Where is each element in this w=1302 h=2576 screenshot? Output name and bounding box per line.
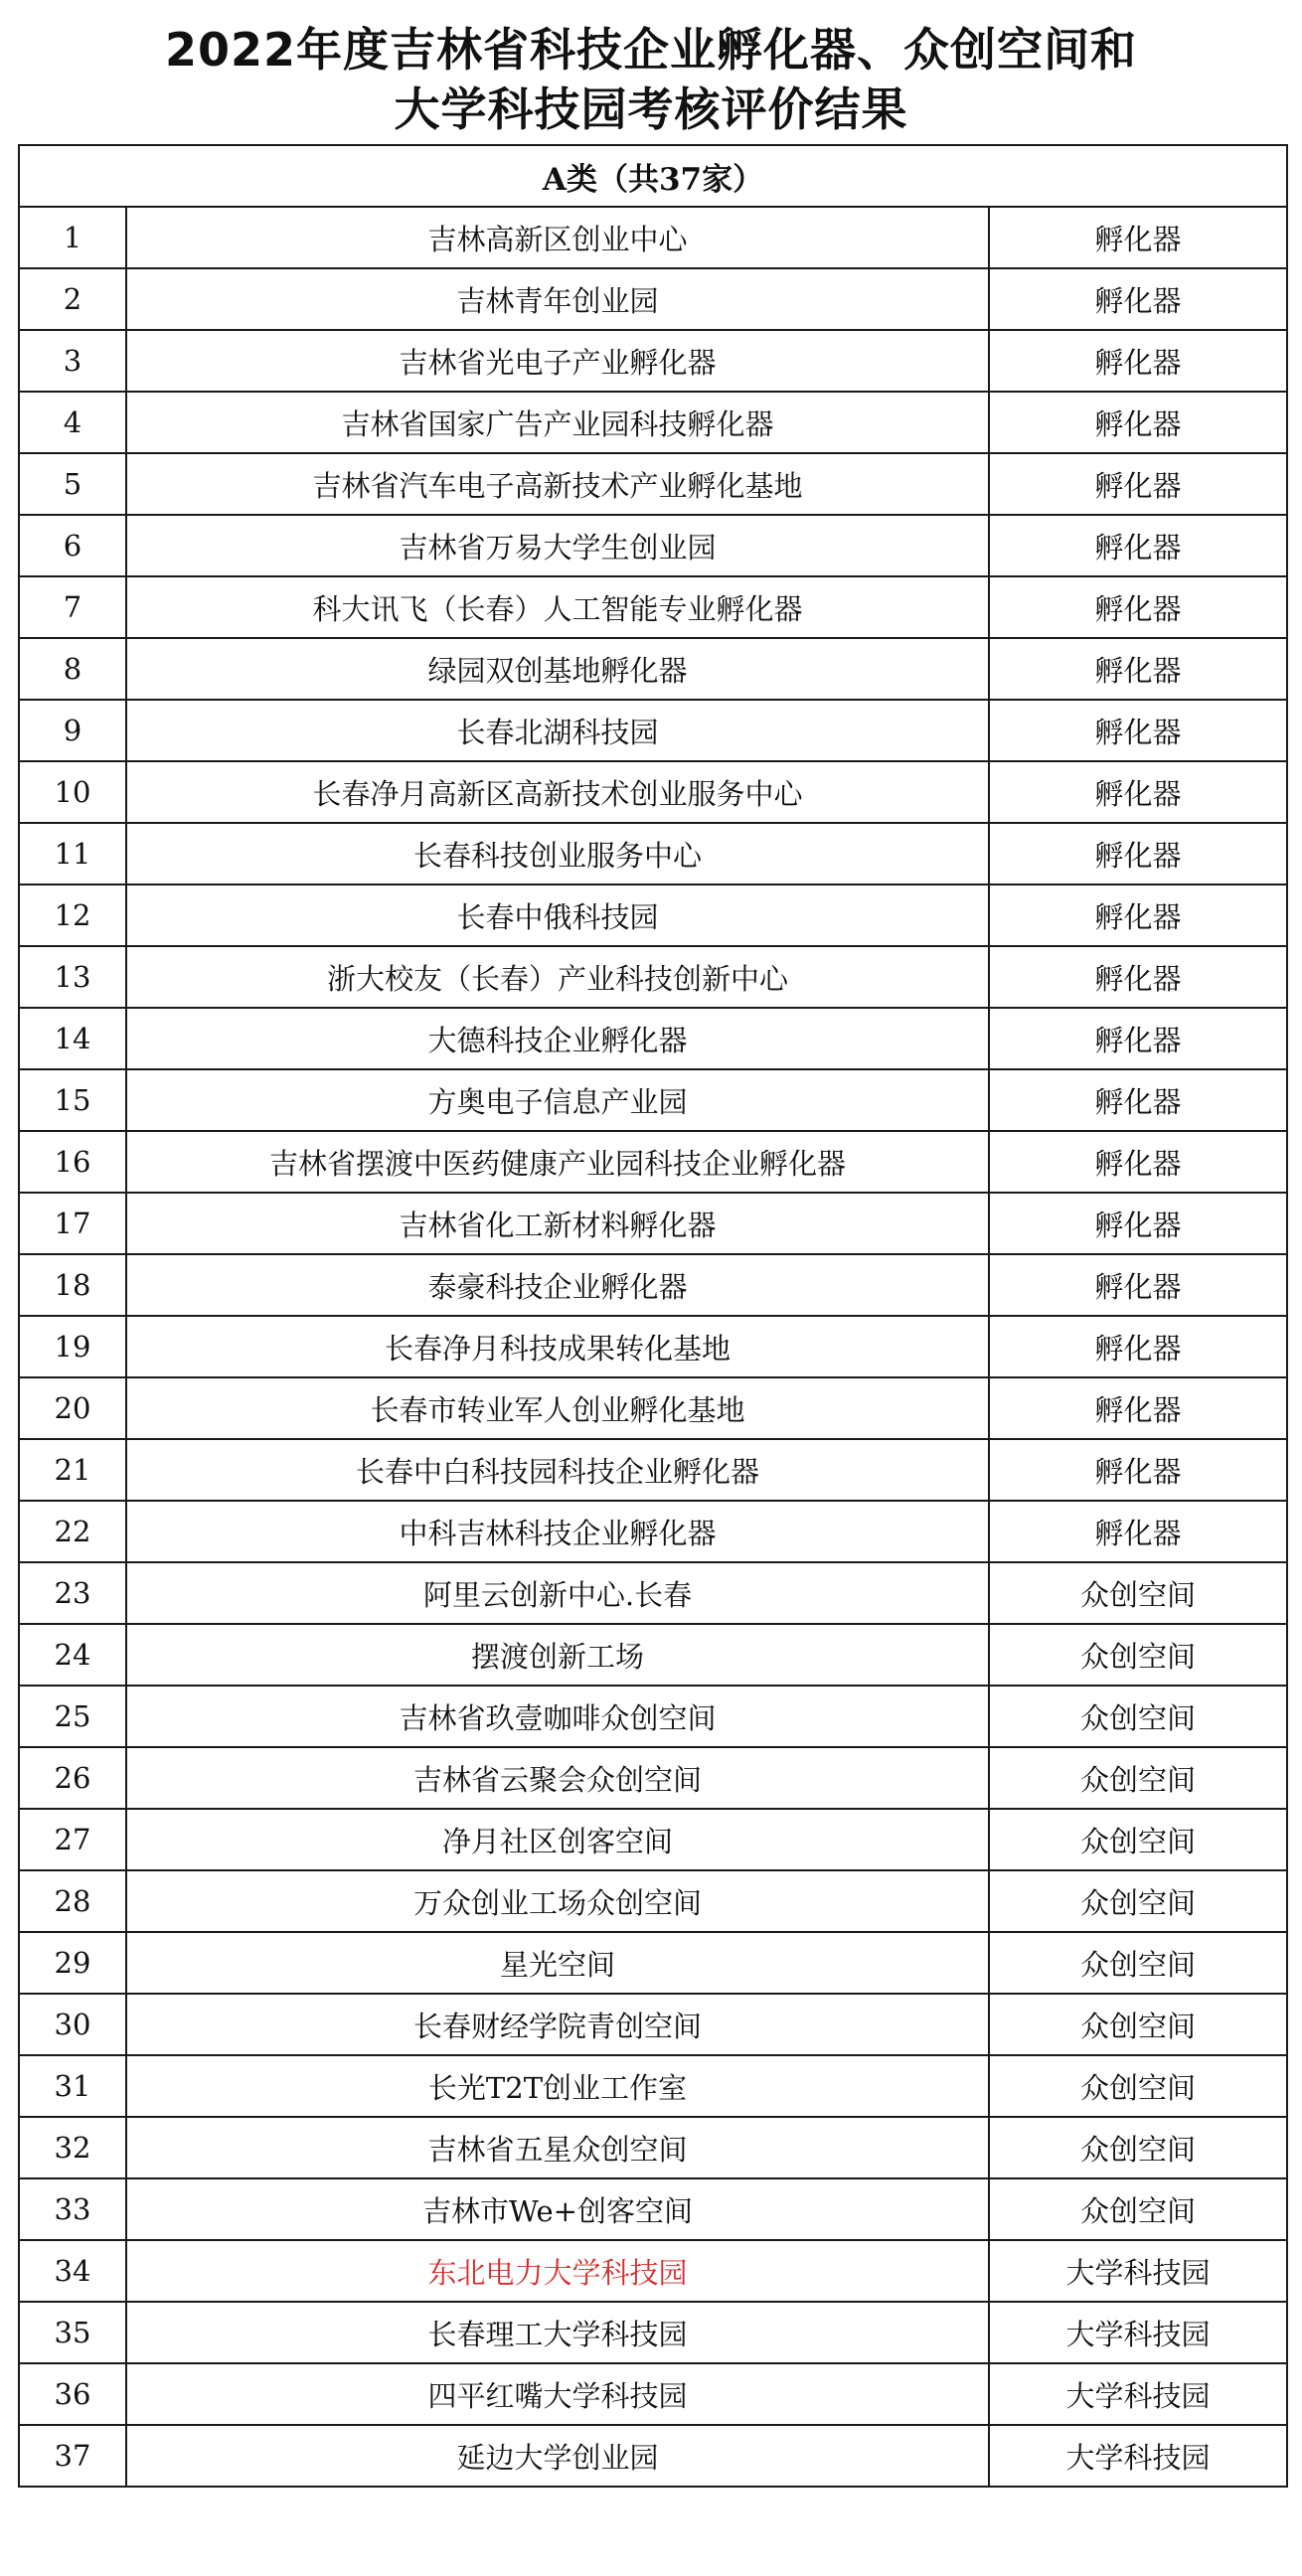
row-number: 18: [19, 1254, 126, 1316]
table-row: [19, 1316, 1287, 1377]
organization-type: 众创空间: [989, 1932, 1287, 1994]
table-row: [19, 1501, 1287, 1562]
row-number: 24: [19, 1624, 126, 1686]
row-number: 1: [19, 207, 126, 268]
organization-name: 阿里云创新中心.长春: [126, 1562, 989, 1624]
organization-type: 孵化器: [989, 1193, 1287, 1254]
table-row: [19, 823, 1287, 885]
table-row: [19, 1008, 1287, 1069]
organization-name: 净月社区创客空间: [126, 1809, 989, 1870]
row-number: 11: [19, 823, 126, 885]
organization-type: 大学科技园: [989, 2240, 1287, 2302]
table-row: [19, 1377, 1287, 1439]
organization-name: 中科吉林科技企业孵化器: [126, 1501, 989, 1562]
row-number: 29: [19, 1932, 126, 1994]
row-number: 30: [19, 1994, 126, 2055]
organization-name: 浙大校友（长春）产业科技创新中心: [126, 946, 989, 1008]
row-number: 4: [19, 392, 126, 453]
organization-name: 吉林省摆渡中医药健康产业园科技企业孵化器: [126, 1131, 989, 1193]
organization-name: 摆渡创新工场: [126, 1624, 989, 1686]
organization-name: 绿园双创基地孵化器: [126, 638, 989, 700]
organization-type: 孵化器: [989, 1008, 1287, 1069]
table-row: [19, 2055, 1287, 2117]
organization-name: 吉林市We+创客空间: [126, 2178, 989, 2240]
results-table-body: [19, 207, 1287, 2487]
organization-name: 吉林省国家广告产业园科技孵化器: [126, 392, 989, 453]
table-row: [19, 268, 1287, 330]
table-row: [19, 1624, 1287, 1686]
organization-type: 孵化器: [989, 1377, 1287, 1439]
row-number: 34: [19, 2240, 126, 2302]
organization-type: 孵化器: [989, 638, 1287, 700]
table-row: [19, 761, 1287, 823]
row-number: 28: [19, 1870, 126, 1932]
table-row: [19, 700, 1287, 761]
table-row: [19, 638, 1287, 700]
section-header-row: [19, 145, 1287, 207]
row-number: 23: [19, 1562, 126, 1624]
organization-name: 长春中俄科技园: [126, 885, 989, 946]
table-row: [19, 2178, 1287, 2240]
section-label: A类（共37家）: [19, 145, 1287, 207]
table-row: [19, 2117, 1287, 2178]
organization-name: 长春科技创业服务中心: [126, 823, 989, 885]
row-number: 27: [19, 1809, 126, 1870]
organization-name: 长春净月高新区高新技术创业服务中心: [126, 761, 989, 823]
organization-type: 孵化器: [989, 392, 1287, 453]
table-row: [19, 1193, 1287, 1254]
row-number: 35: [19, 2302, 126, 2363]
organization-name: 长春中白科技园科技企业孵化器: [126, 1439, 989, 1501]
organization-type: 孵化器: [989, 453, 1287, 515]
organization-type: 孵化器: [989, 761, 1287, 823]
organization-type: 孵化器: [989, 268, 1287, 330]
organization-type: 众创空间: [989, 1562, 1287, 1624]
table-row: [19, 1809, 1287, 1870]
organization-type: 众创空间: [989, 1686, 1287, 1747]
table-row: [19, 2302, 1287, 2363]
row-number: 14: [19, 1008, 126, 1069]
organization-name: 延边大学创业园: [126, 2425, 989, 2487]
organization-type: 众创空间: [989, 1624, 1287, 1686]
organization-name: 长光T2T创业工作室: [126, 2055, 989, 2117]
organization-type: 孵化器: [989, 1069, 1287, 1131]
row-number: 8: [19, 638, 126, 700]
table-row: [19, 1439, 1287, 1501]
table-row: [19, 207, 1287, 268]
organization-type: 孵化器: [989, 823, 1287, 885]
row-number: 19: [19, 1316, 126, 1377]
document-title: [0, 20, 1302, 139]
row-number: 25: [19, 1686, 126, 1747]
organization-name: 长春净月科技成果转化基地: [126, 1316, 989, 1377]
row-number: 20: [19, 1377, 126, 1439]
organization-name: 泰豪科技企业孵化器: [126, 1254, 989, 1316]
organization-type: 孵化器: [989, 1439, 1287, 1501]
table-row: [19, 2240, 1287, 2302]
table-row: [19, 576, 1287, 638]
organization-type: 孵化器: [989, 515, 1287, 576]
organization-type: 众创空间: [989, 2117, 1287, 2178]
organization-type: 大学科技园: [989, 2302, 1287, 2363]
table-row: [19, 1870, 1287, 1932]
organization-name: 吉林省化工新材料孵化器: [126, 1193, 989, 1254]
organization-name: 吉林省五星众创空间: [126, 2117, 989, 2178]
organization-type: 孵化器: [989, 1254, 1287, 1316]
table-row: [19, 330, 1287, 392]
organization-type: 众创空间: [989, 1994, 1287, 2055]
organization-name: 方奥电子信息产业园: [126, 1069, 989, 1131]
row-number: 17: [19, 1193, 126, 1254]
organization-name: 吉林省云聚会众创空间: [126, 1747, 989, 1809]
row-number: 33: [19, 2178, 126, 2240]
organization-type: 大学科技园: [989, 2425, 1287, 2487]
row-number: 22: [19, 1501, 126, 1562]
table-row: [19, 1994, 1287, 2055]
organization-type: 孵化器: [989, 946, 1287, 1008]
row-number: 7: [19, 576, 126, 638]
row-number: 3: [19, 330, 126, 392]
organization-type: 孵化器: [989, 1501, 1287, 1562]
table-row: [19, 1686, 1287, 1747]
table-row: [19, 946, 1287, 1008]
organization-type: 孵化器: [989, 576, 1287, 638]
organization-type: 大学科技园: [989, 2363, 1287, 2425]
row-number: 31: [19, 2055, 126, 2117]
organization-type: 众创空间: [989, 1809, 1287, 1870]
title-line-2: 大学科技园考核评价结果: [394, 82, 908, 136]
organization-type: 孵化器: [989, 330, 1287, 392]
row-number: 5: [19, 453, 126, 515]
title-line-1: 2022年度吉林省科技企业孵化器、众创空间和: [164, 23, 1138, 77]
organization-type: 孵化器: [989, 1131, 1287, 1193]
table-row: [19, 1932, 1287, 1994]
table-row: [19, 453, 1287, 515]
table-row: [19, 885, 1287, 946]
table-row: [19, 1131, 1287, 1193]
organization-name: 长春市转业军人创业孵化基地: [126, 1377, 989, 1439]
row-number: 16: [19, 1131, 126, 1193]
row-number: 9: [19, 700, 126, 761]
organization-name: 四平红嘴大学科技园: [126, 2363, 989, 2425]
organization-type: 孵化器: [989, 207, 1287, 268]
table-row: [19, 515, 1287, 576]
organization-name: 长春财经学院青创空间: [126, 1994, 989, 2055]
organization-name: 吉林省玖壹咖啡众创空间: [126, 1686, 989, 1747]
organization-name: 吉林高新区创业中心: [126, 207, 989, 268]
row-number: 26: [19, 1747, 126, 1809]
row-number: 13: [19, 946, 126, 1008]
table-row: [19, 1562, 1287, 1624]
organization-name: 东北电力大学科技园: [126, 2240, 989, 2302]
organization-type: 众创空间: [989, 2178, 1287, 2240]
organization-name: 吉林青年创业园: [126, 268, 989, 330]
organization-name: 万众创业工场众创空间: [126, 1870, 989, 1932]
row-number: 2: [19, 268, 126, 330]
organization-name: 大德科技企业孵化器: [126, 1008, 989, 1069]
table-row: [19, 392, 1287, 453]
row-number: 15: [19, 1069, 126, 1131]
organization-type: 孵化器: [989, 1316, 1287, 1377]
organization-type: 孵化器: [989, 885, 1287, 946]
organization-type: 众创空间: [989, 1870, 1287, 1932]
organization-type: 众创空间: [989, 1747, 1287, 1809]
organization-name: 吉林省光电子产业孵化器: [126, 330, 989, 392]
organization-name: 星光空间: [126, 1932, 989, 1994]
organization-name: 长春理工大学科技园: [126, 2302, 989, 2363]
table-row: [19, 1747, 1287, 1809]
results-table: [18, 144, 1288, 2488]
row-number: 6: [19, 515, 126, 576]
row-number: 32: [19, 2117, 126, 2178]
table-row: [19, 1069, 1287, 1131]
row-number: 12: [19, 885, 126, 946]
table-row: [19, 2425, 1287, 2487]
organization-name: 长春北湖科技园: [126, 700, 989, 761]
row-number: 10: [19, 761, 126, 823]
organization-name: 科大讯飞（长春）人工智能专业孵化器: [126, 576, 989, 638]
table-row: [19, 2363, 1287, 2425]
organization-name: 吉林省万易大学生创业园: [126, 515, 989, 576]
organization-name: 吉林省汽车电子高新技术产业孵化基地: [126, 453, 989, 515]
organization-type: 众创空间: [989, 2055, 1287, 2117]
table-row: [19, 1254, 1287, 1316]
row-number: 21: [19, 1439, 126, 1501]
row-number: 37: [19, 2425, 126, 2487]
organization-type: 孵化器: [989, 700, 1287, 761]
row-number: 36: [19, 2363, 126, 2425]
